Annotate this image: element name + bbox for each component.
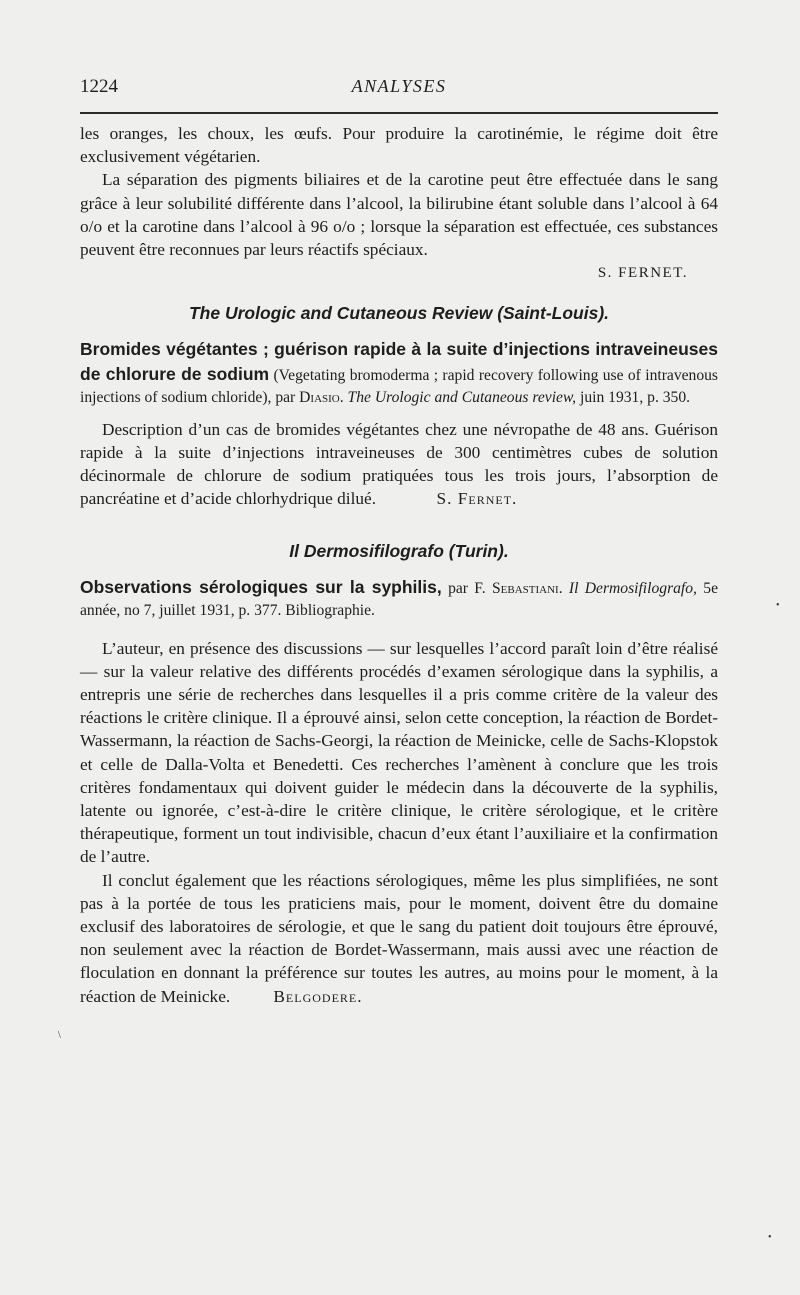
- page-number: 1224: [80, 76, 118, 97]
- margin-tick-mark: \: [58, 1030, 61, 1041]
- article1-heading: Bromides végétantes ; guérison rapide à la suite d’injections intraveineuses de chlorure de sodium: [80, 339, 718, 384]
- article2-ref-by: par F.: [448, 579, 486, 597]
- running-title: ANALYSES: [351, 76, 447, 96]
- article1-body: [80, 418, 718, 511]
- article2-heading: Observations sérologiques sur la syphilis,: [80, 576, 442, 597]
- article1-ref-translation: (Vegetating bromoderma ; rapid recovery following use of intravenous injections of sodium chloride), par: [80, 366, 718, 407]
- margin-dot-mark: •: [776, 600, 780, 611]
- article2-para2: [80, 869, 718, 1008]
- header-rule: [80, 112, 718, 114]
- article2-para2-text: Il conclut également que les réactions sérologiques, même les plus simplifiées, ne sont pas à la portée de tous les praticiens mais, pour le moment, doivent être du domaine exclusif des laboratoires de sérologie, et que le sang du patient doit toujours être éprouvé, non seulement avec la réaction de Bordet-Wassermann, mais aussi avec une réaction de floculation en donnant la préférence sur toutes les autres, au moins pour le moment, à la réaction de Meinicke.: [80, 870, 718, 1006]
- page-header: [80, 70, 718, 100]
- journal2-title: Il Dermosifilografo (Turin).: [289, 540, 509, 561]
- page: [80, 70, 718, 1008]
- journal1-title: The Urologic and Cutaneous Review (Saint-Louis).: [188, 303, 610, 324]
- section1-para1: les oranges, les choux, les œufs. Pour produire la carotinémie, le régime doit être exclusivement végétarien.: [80, 124, 718, 167]
- article2-ref-date: 5e année, no 7, juillet 1931, p. 377. Bibliographie.: [80, 579, 719, 620]
- spacer: [80, 623, 718, 637]
- section1-para2: La séparation des pigments biliaires et de la carotine peut être effectuée dans le sang grâce à leur solubilité différente dans l’alcool, la bilirubine étant soluble dans l’alcool à 64 o/o et la carotine dans l’alcool à 96 o/o ; lorsque la séparation est effectuée, ces substances peuvent être reconnues par leurs réactifs spéciaux.: [80, 170, 718, 260]
- article1-signature: S. Fernet.: [436, 489, 518, 509]
- section1-signature: S. FERNET.: [597, 265, 688, 282]
- article1-body-text: Description d’un cas de bromides végétantes chez une névropathe de 48 ans. Guérison rapide à la suite d’injections intraveineuses de 300 centimètres cubes de solution décinormale de chlorure de sodium pratiquées tous les trois jours, l’absorption de pancréatine et d’acide chlorhydrique dilué.: [80, 419, 718, 509]
- article2-reference: [80, 576, 718, 623]
- article1-ref-journal: The Urologic and Cutaneous review,: [347, 389, 577, 407]
- article2-para1: L’auteur, en présence des discussions — sur lesquelles l’accord paraît loin d’être réalisé — sur la valeur relative des différents procédés d’examen sérologique dans la syphilis, a entrepris une série de recherches dans lesquelles il a pris comme critère de la valeur des réactions le critère clinique. Il a éprouvé ainsi, selon cette conception, la réaction de Bordet-Wassermann, la réaction de Sachs-Georgi, la réaction de Meinicke, celle de Sachs-Klopstok et celle de Dalla-Volta et Benedetti. Ces recherches l’amènent à conclure que les trois critères fondamentaux qui doivent guider le médecin dans la découverte de la syphilis, latente ou ignorée, c’est-à-dire le critère clinique, le critère sérologique, et le critère thérapeutique, forment un tout indivisible, chacun d’eux étant l’auxiliaire et la confirmation de l’autre.: [80, 638, 718, 867]
- article1-ref-author: Diasio.: [299, 389, 344, 407]
- article2-signature: Belgodere.: [273, 986, 363, 1006]
- article2-ref-author: Sebastiani.: [491, 579, 563, 597]
- article2-ref-journal: Il Dermosifilografo,: [568, 579, 697, 597]
- article1-ref-date: juin 1931, p. 350.: [580, 389, 691, 407]
- corner-dot-mark: •: [768, 1232, 772, 1243]
- article1-reference: [80, 338, 718, 410]
- spacer: [80, 410, 718, 418]
